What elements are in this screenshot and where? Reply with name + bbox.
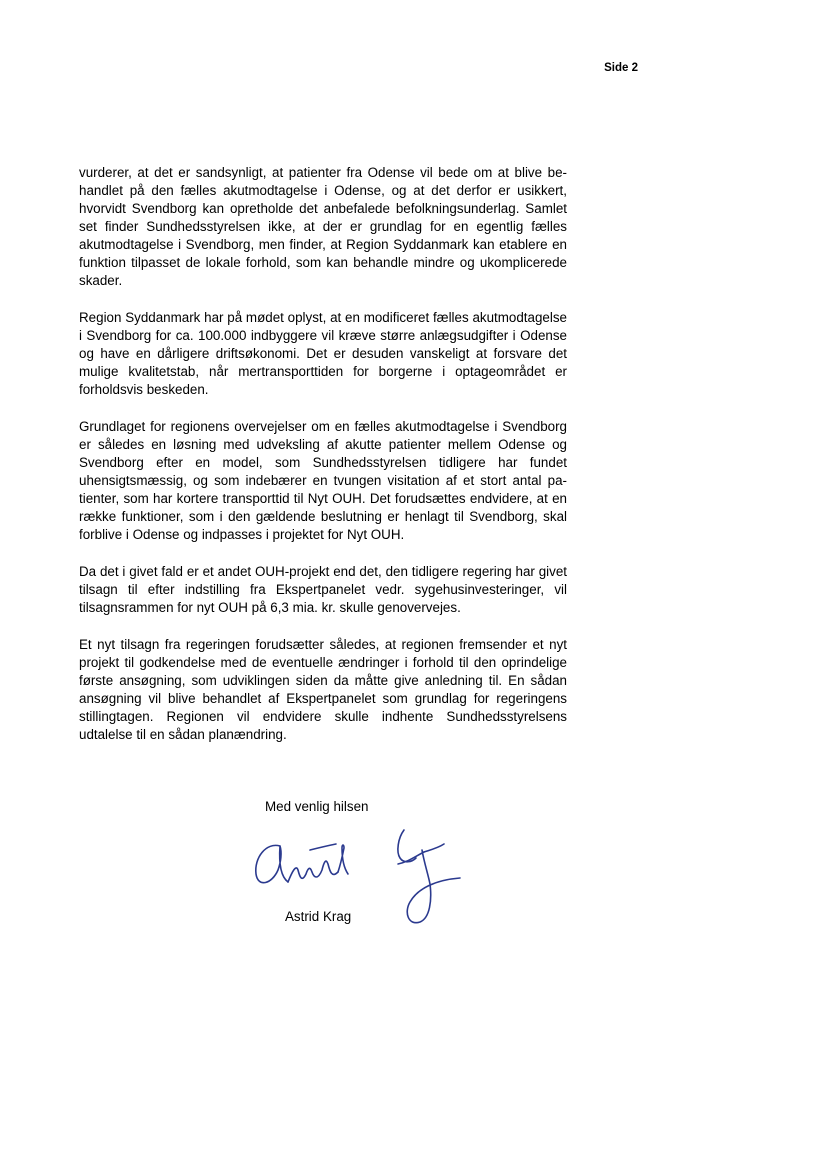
letter-body [79,164,567,763]
page-number: Side 2 [604,62,638,74]
paragraph-1: vurderer, at det er sandsynligt, at patienter fra Odense vil bede om at blive behandlet på den fælles akutmodtagelse i Odense, og at det derfor er usikkert, hvorvidt Svendborg kan opretholde det anbefalede befolkningsunderlag. Samlet set finder Sundhedsstyrelsen ikke, at der er grundlag for en egentlig fælles akutmodtagelse i Svendborg, men finder, at Region Syddanmark kan etablere en funktion tilpasset de lokale forhold, som kan behandle mindre og ukomplicerede skader. [79,165,567,288]
paragraph-3: Grundlaget for regionens overvejelser om en fælles akutmodtagelse i Svendborg er således en løsning med udveksling af akutte patienter mellem Odense og Svendborg efter en model, som Sundhedsstyrelsen tidligere har fundet uhensigtsmæssig, og som indebærer en tvungen visitation af et stort antal patienter, som har kortere transporttid til Nyt OUH. Det forudsættes endvidere, at en række funktioner, som i den gældende beslutning er henlagt til Svendborg, skal forblive i Odense og indpasses i projektet for Nyt OUH. [79,419,567,542]
paragraph-4: Da det i givet fald er et andet OUH-projekt end det, den tidligere regering har givet tilsagn til efter indstilling fra Ekspertpanelet vedr. sygehusinvesteringer, vil tilsagnsrammen for nyt OUH på 6,3 mia. kr. skulle genovervejes. [79,564,567,615]
paragraph-2: Region Syddanmark har på mødet oplyst, at en modificeret fælles akutmodtagelse i Svendborg for ca. 100.000 indbyggere vil kræve større anlægsudgifter i Odense og have en dårligere driftsøkonomi. Det er desuden vanskeligt at forsvare det mulige kvalitetstab, når mertransporttiden for borgerne i optageområdet er forholdsvis beskeden. [79,310,567,397]
handwritten-signature-icon [248,822,468,932]
closing-greeting: Med venlig hilsen [265,799,369,814]
signer-name: Astrid Krag [285,909,352,924]
paragraph-5: Et nyt tilsagn fra regeringen forudsætter således, at regionen fremsender et nyt projekt til godkendelse med de eventuelle ændringer i forhold til den oprindelige første ansøgning, som udviklingen siden da måtte give anledning til. En sådan ansøgning vil blive behandlet af Ekspertpanelet som grundlag for regeringens stillingtagen. Regionen vil endvidere skulle indhente Sundhedsstyrelsens udtalelse til en sådan planændring. [79,637,567,742]
